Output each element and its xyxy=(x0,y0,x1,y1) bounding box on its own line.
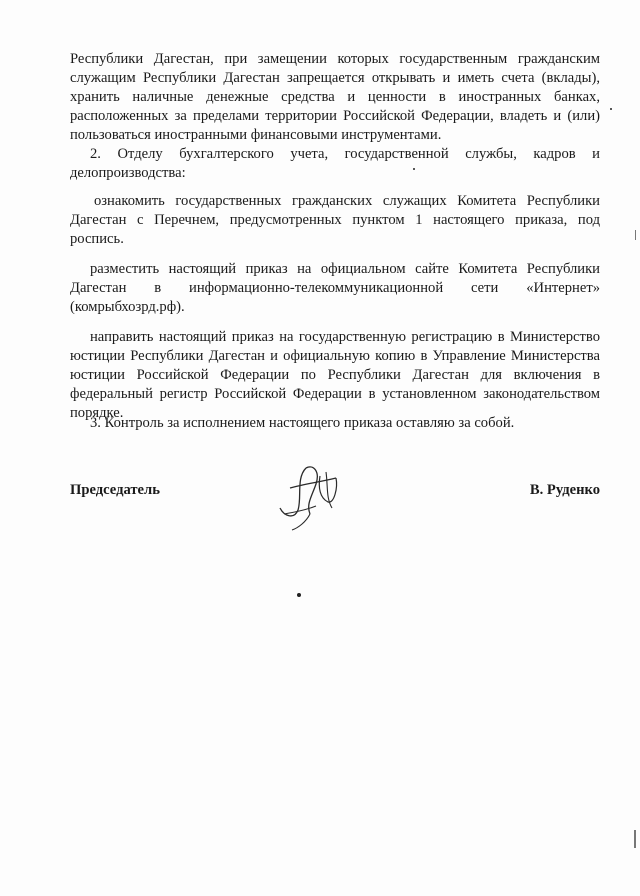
scan-speck xyxy=(610,108,612,110)
paragraph-department-instructions: 2. Отделу бухгалтерского учета, государственной службы, кадров и делопроизводства: xyxy=(70,146,600,181)
scan-edge-mark xyxy=(634,830,636,848)
paragraph-republic-restrictions: Республики Дагестан, при замещении которых государственным гражданским служащим Республики Дагестан запрещается открывать и иметь счета (вклады), хранить наличные денежные средства и ценности в иностранных банках, расположенных за пределами территории Российской Федерации, владеть и (или) пользоваться иностранными финансовыми инструментами. xyxy=(70,51,600,143)
paragraph-control: 3. Контроль за исполнением настоящего приказа оставляю за собой. xyxy=(90,415,515,431)
paragraph-publish-website: разместить настоящий приказ на официальном сайте Комитета Республики Дагестан в информационно-телекоммуникационной сети «Интернет» (комрыбхозрд.рф). xyxy=(70,261,600,315)
scan-speck xyxy=(413,168,415,170)
scan-speck xyxy=(297,593,301,597)
scan-edge-mark xyxy=(635,230,636,240)
signatory-name: В. Руденко xyxy=(529,482,600,498)
paragraph-registration: направить настоящий приказ на государственную регистрацию в Министерство юстиции Республики Дагестан и официальную копию в Управление Министерства юстиции Российской Федерации по Республики Дагестан для включения в федеральный регистр Российской Федерации в установленном законодательством порядке. xyxy=(70,329,600,421)
paragraph-familiarize: ознакомить государственных гражданских служащих Комитета Республики Дагестан с Перечнем, предусмотренных пунктом 1 настоящего приказа, под роспись. xyxy=(70,193,600,247)
handwritten-signature xyxy=(276,458,346,538)
signatory-title: Председатель xyxy=(70,482,160,498)
